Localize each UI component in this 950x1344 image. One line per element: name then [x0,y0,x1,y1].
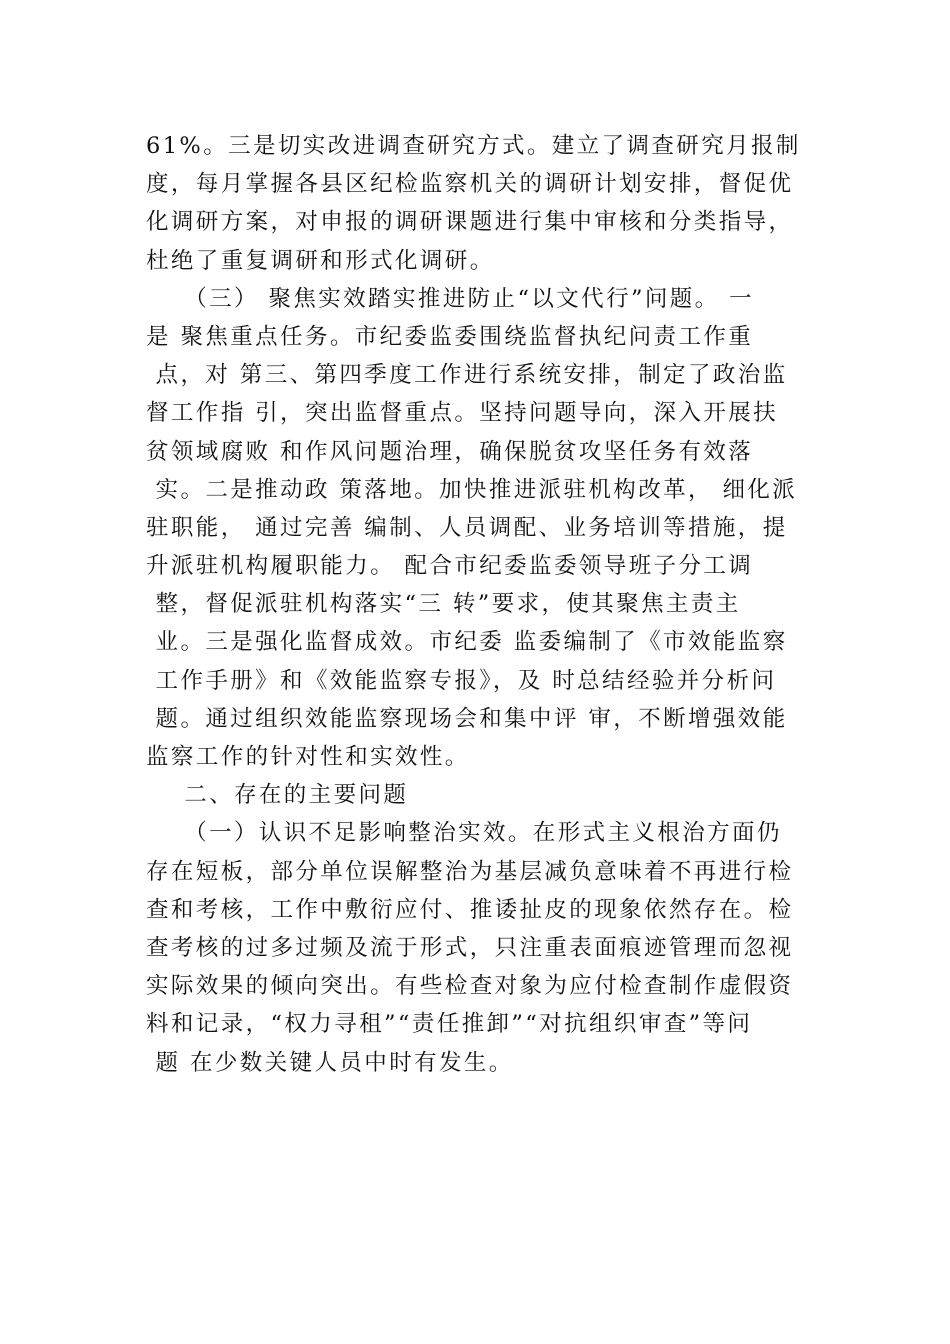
text-line: （一）认识不足影响整治实效。在形式主义根治方面仍 [146,820,782,847]
text-line: 化调研方案，对申报的调研课题进行集中审核和分类指导， [146,209,794,236]
text-line: 点，对 第三、第四季度工作进行系统安排，制定了政治监 [146,362,788,389]
section-heading: 二、存在的主要问题 [146,782,409,809]
text-line: 实。二是推动政 策落地。加快推进派驻机构改革， 细化派 [146,476,798,503]
text-line: 升派驻机构履职能力。 配合市纪委监委领导班子分工调 [146,553,754,580]
text-line: 61%。三是切实改进调查研究方式。建立了调查研究月报制 [146,133,801,159]
text-line: 贫领域腐败 和作风问题治理，确保脱贫攻坚任务有效落 [146,438,754,465]
text-line: 杜绝了重复调研和形式化调研。 [146,247,495,274]
text-line: 是 聚焦重点任务。市纪委监委围绕监督执纪问责工作重 [146,323,754,350]
text-line: 查和考核，工作中敷衍应付、推诿扯皮的现象依然存在。检 [146,896,794,923]
text-line: 业。三是强化监督成效。市纪委 监委编制了《市效能监察 [146,629,788,656]
text-line: 查考核的过多过频及流于形式，只注重表面痕迹管理而忽视 [146,934,794,961]
text-line: 监察工作的针对性和实效性。 [146,744,470,770]
text-line: 实际效果的倾向突出。有些检查对象为应付检查制作虚假资 [146,973,794,1000]
text-line: 料和记录，“权力寻租”“责任推卸”“对抗组织审查”等问 [146,1011,753,1038]
text-line: 驻职能， 通过完善 编制、人员调配、业务培训等措施，提 [146,514,788,541]
text-line: 题。通过组织效能监察现场会和集中评 审，不断增强效能 [146,705,788,732]
text-line: 存在短板，部分单位误解整治为基层减负意味着不再进行检 [146,858,794,885]
document-body [146,127,826,1082]
text-line: 度，每月掌握各县区纪检监察机关的调研计划安排，督促优 [146,171,794,198]
text-line: （三） 聚焦实效踏实推进防止“以文代行”问题。 一 [146,285,755,312]
text-line: 督工作指 引，突出监督重点。坚持问题导向，深入开展扶 [146,400,779,427]
text-line: 整，督促派驻机构落实“三 转”要求，使其聚焦主责主 [146,591,741,618]
text-line: 工作手册》和《效能监察专报》，及 时总结经验并分析问 [146,667,777,694]
text-line: 题 在少数关键人员中时有发生。 [146,1049,514,1076]
